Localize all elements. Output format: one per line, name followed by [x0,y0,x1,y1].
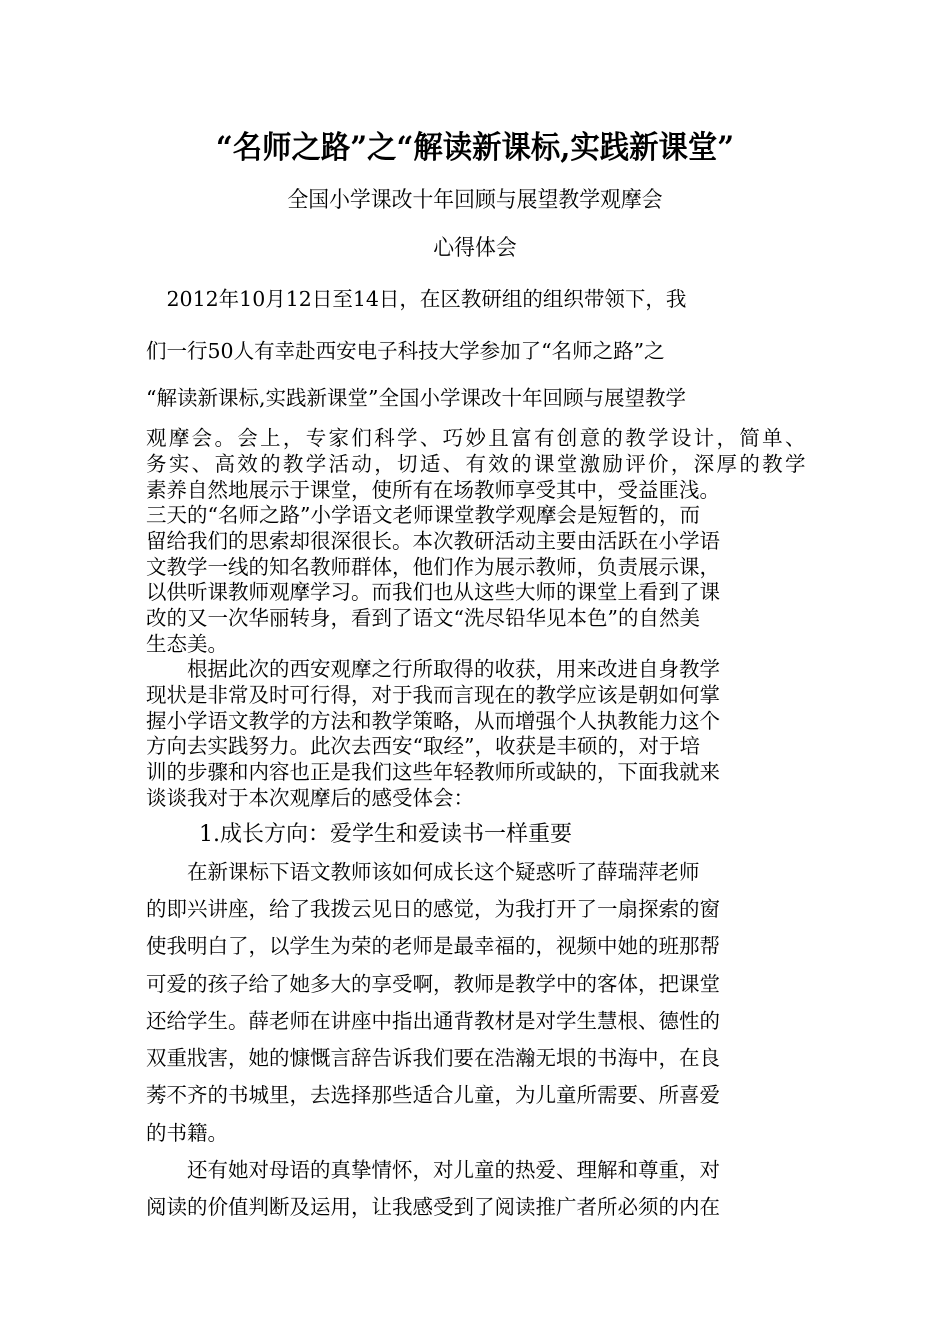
paragraph-2-line: 握小学语文教学的方法和教学策略，从而增强个人执教能力这个 [146,709,720,733]
paragraph-2-line: 观摩会。会上，专家们科学、巧妙且富有创意的教学设计，简单、 [146,426,808,450]
paragraph-2-line: 现状是非常及时可行得，对于我而言现在的教学应该是朝如何掌 [146,683,720,707]
paragraph-3-line: 可爱的孩子给了她多大的享受啊，教师是教学中的客体，把课堂 [146,972,720,996]
document-title: “名师之路”之“解读新课标,实践新课堂” [215,130,735,166]
paragraph-2-line: 务实、高效的教学活动，切适、有效的课堂激励评价，深厚的教学 [146,452,808,476]
paragraph-2-line: 方向去实践努力。此次去西安“取经”，收获是丰硕的，对于培 [146,734,700,758]
paragraph-3-line: 的即兴讲座，给了我拨云见日的感觉，为我打开了一扇探索的窗 [146,897,720,921]
paragraph-2-line: 素养自然地展示于课堂，使所有在场教师享受其中，受益匪浅。 [146,478,720,502]
paragraph-3-line: 在新课标下语文教师该如何成长这个疑惑听了薛瑞萍老师 [146,860,700,884]
paragraph-1-line: 2012年10月12日至14日，在区教研组的组织带领下，我 [146,287,687,311]
document-subtitle: 全国小学课改十年回顾与展望教学观摩会 [287,188,663,213]
paragraph-4-line: 阅读的价值判断及运用，让我感受到了阅读推广者所必须的内在 [146,1195,720,1219]
paragraph-3-line: 的书籍。 [146,1121,228,1145]
paragraph-3-line: 使我明白了，以学生为荣的老师是最幸福的，视频中她的班那帮 [146,934,720,958]
section-heading-1: 1.成长方向：爱学生和爱读书一样重要 [199,822,572,847]
paragraph-2-line: 文教学一线的知名教师群体，他们作为展示教师，负责展示课， [146,555,720,579]
paragraph-3-line: 莠不齐的书城里，去选择那些适合儿童，为儿童所需要、所喜爱 [146,1083,720,1107]
paragraph-2-line: 训的步骤和内容也正是我们这些年轻教师所或缺的，下面我就来 [146,760,720,784]
paragraph-3-line: 还给学生。薛老师在讲座中指出通背教材是对学生慧根、德性的 [146,1009,720,1033]
paragraph-2-line: 三天的“名师之路”小学语文老师课堂教学观摩会是短暂的，而 [146,503,700,527]
document-subtitle-2: 心得体会 [433,236,517,261]
paragraph-2-line: 根据此次的西安观摩之行所取得的收获，用来改进自身教学 [146,657,720,681]
paragraph-2-line: 以供听课教师观摩学习。而我们也从这些大师的课堂上看到了课 [146,580,720,604]
paragraph-1-line: 们一行50人有幸赴西安电子科技大学参加了“名师之路”之 [146,339,665,363]
paragraph-3-line: 双重戕害，她的慷慨言辞告诉我们要在浩瀚无垠的书海中，在良 [146,1046,720,1070]
paragraph-2-line: 生态美。 [146,632,228,656]
paragraph-2-line: 留给我们的思索却很深很长。本次教研活动主要由活跃在小学语 [146,529,720,553]
paragraph-2-line: 谈谈我对于本次观摩后的感受体会： [146,786,474,810]
paragraph-2-line: 改的又一次华丽转身，看到了语文“洗尽铅华见本色”的自然美 [146,606,700,630]
paragraph-1-line: “解读新课标,实践新课堂”全国小学课改十年回顾与展望教学 [146,386,686,410]
paragraph-4-line: 还有她对母语的真挚情怀，对儿童的热爱、理解和尊重，对 [146,1158,720,1182]
